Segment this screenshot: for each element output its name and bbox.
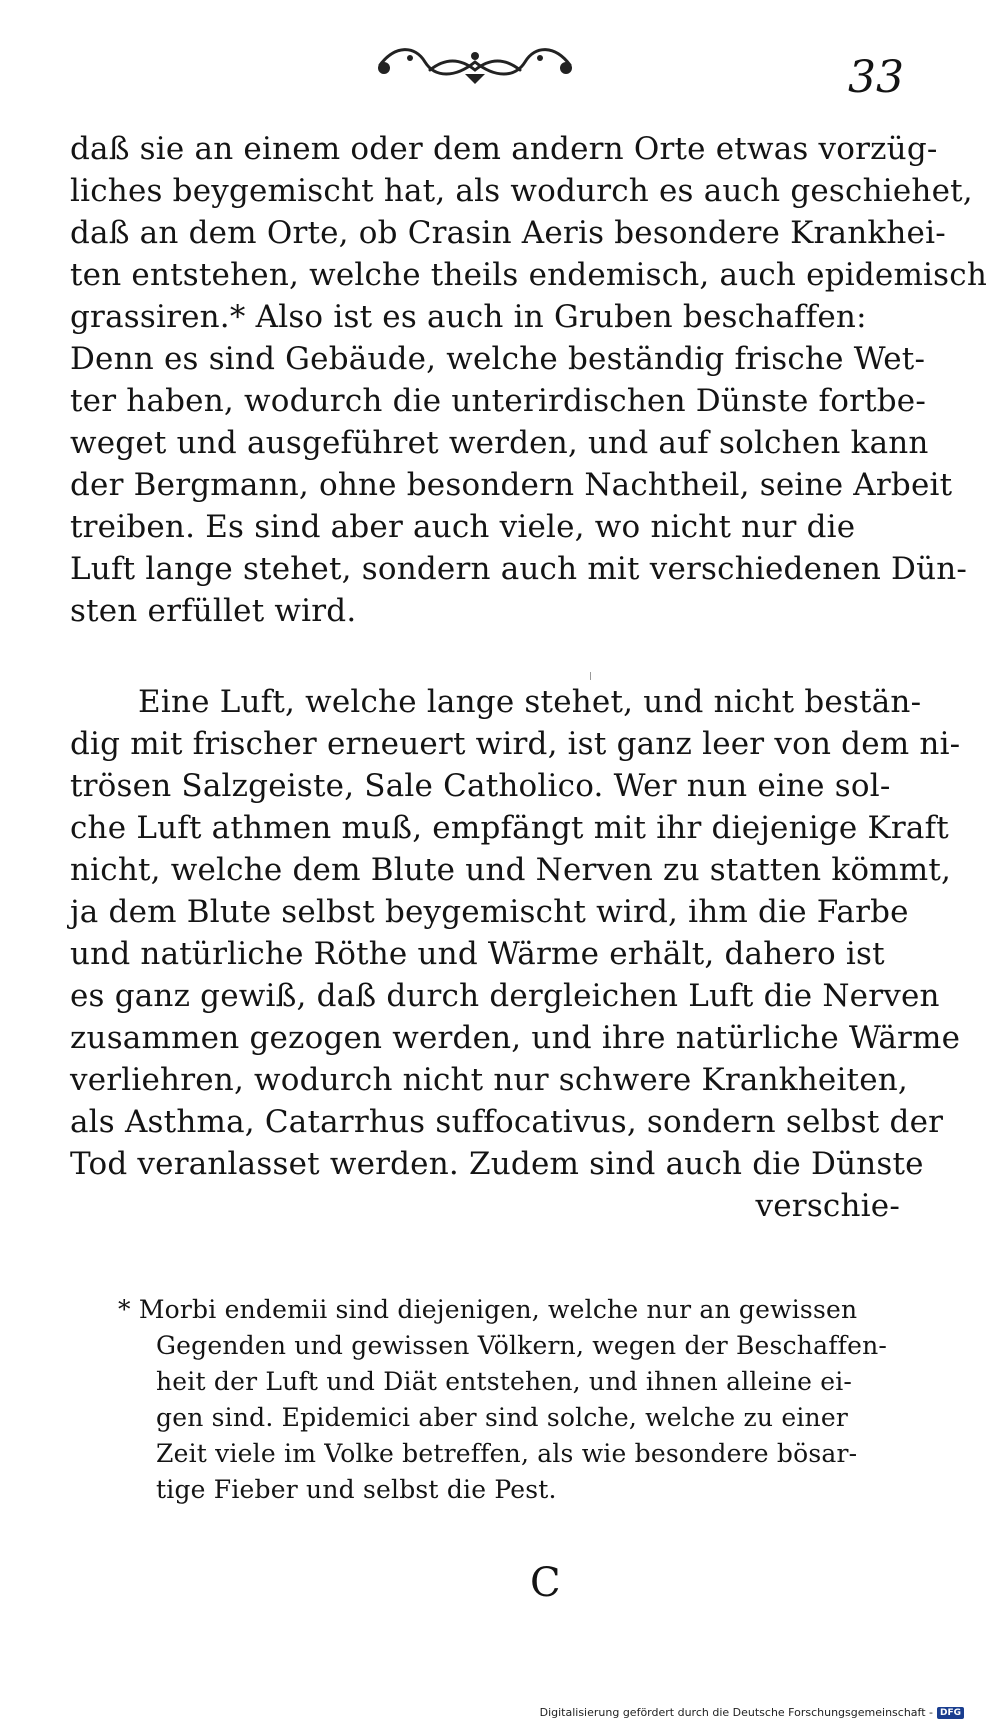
footnote-line: heit der Luft und Diät entstehen, und ihnen alleine ei-: [156, 1367, 853, 1396]
text-line: als Asthma, Catarrhus suffocativus, sondern selbst der: [70, 1104, 944, 1140]
text-line: verliehren, wodurch nicht nur schwere Krankheiten,: [70, 1062, 908, 1098]
text-line: treiben. Es sind aber auch viele, wo nicht nur die: [70, 509, 856, 545]
text-line: Denn es sind Gebäude, welche beständig frische Wet-: [70, 341, 926, 377]
signature-mark: C: [530, 1560, 561, 1606]
text-line: dig mit frischer erneuert wird, ist ganz leer von dem ni-: [70, 726, 961, 762]
paragraph-2: [70, 681, 961, 1227]
floral-ornament-icon: [370, 40, 580, 90]
text-line: daß an dem Orte, ob Crasin Aeris besondere Krankhei-: [70, 215, 946, 251]
text-line: Luft lange stehet, sondern auch mit verschiedenen Dün-: [70, 551, 968, 587]
footnote-line: Zeit viele im Volke betreffen, als wie besondere bösar-: [156, 1439, 858, 1468]
credit-text: Digitalisierung gefördert durch die Deutsche Forschungsgemeinschaft -: [539, 1706, 933, 1719]
text-line: ter haben, wodurch die unterirdischen Dünste fortbe-: [70, 383, 927, 419]
text-line: grassiren.* Also ist es auch in Gruben beschaffen:: [70, 299, 867, 335]
text-line: sten erfüllet wird.: [70, 593, 357, 629]
footnote-line: Gegenden und gewissen Völkern, wegen der Beschaffen-: [156, 1331, 888, 1360]
text-line: ten entstehen, welche theils endemisch, auch epidemisch: [70, 257, 987, 293]
footnote-line: * Morbi endemii sind diejenigen, welche nur an gewissen: [118, 1295, 858, 1324]
catchword: verschie-: [755, 1188, 900, 1224]
dfg-logo-icon: DFG: [937, 1707, 964, 1719]
text-line: che Luft athmen muß, empfängt mit ihr diejenige Kraft: [70, 810, 949, 846]
page-number: 33: [848, 52, 904, 103]
text-line: und natürliche Röthe und Wärme erhält, dahero ist: [70, 936, 885, 972]
paragraph-1: [70, 128, 987, 632]
footnote: [118, 1292, 908, 1508]
text-line: nicht, welche dem Blute und Nerven zu statten kömmt,: [70, 852, 952, 888]
text-line: der Bergmann, ohne besondern Nachtheil, seine Arbeit: [70, 467, 953, 503]
text-line: liches beygemischt hat, als wodurch es auch geschiehet,: [70, 173, 973, 209]
text-line: weget und ausgeführet werden, und auf solchen kann: [70, 425, 929, 461]
footnote-line: gen sind. Epidemici aber sind solche, welche zu einer: [156, 1403, 848, 1432]
text-line: daß sie an einem oder dem andern Orte etwas vorzüg-: [70, 131, 938, 167]
text-line: ja dem Blute selbst beygemischt wird, ihm die Farbe: [70, 894, 909, 930]
divider: [590, 672, 591, 680]
text-line: Eine Luft, welche lange stehet, und nicht bestän-: [138, 684, 922, 720]
text-line: zusammen gezogen werden, und ihre natürliche Wärme: [70, 1020, 961, 1056]
footnote-line: tige Fieber und selbst die Pest.: [156, 1475, 557, 1504]
text-line: Tod veranlasset werden. Zudem sind auch die Dünste: [70, 1146, 924, 1182]
text-line: trösen Salzgeiste, Sale Catholico. Wer nun eine sol-: [70, 768, 891, 804]
text-line: es ganz gewiß, daß durch dergleichen Luft die Nerven: [70, 978, 940, 1014]
digitization-credit: [540, 1706, 964, 1719]
